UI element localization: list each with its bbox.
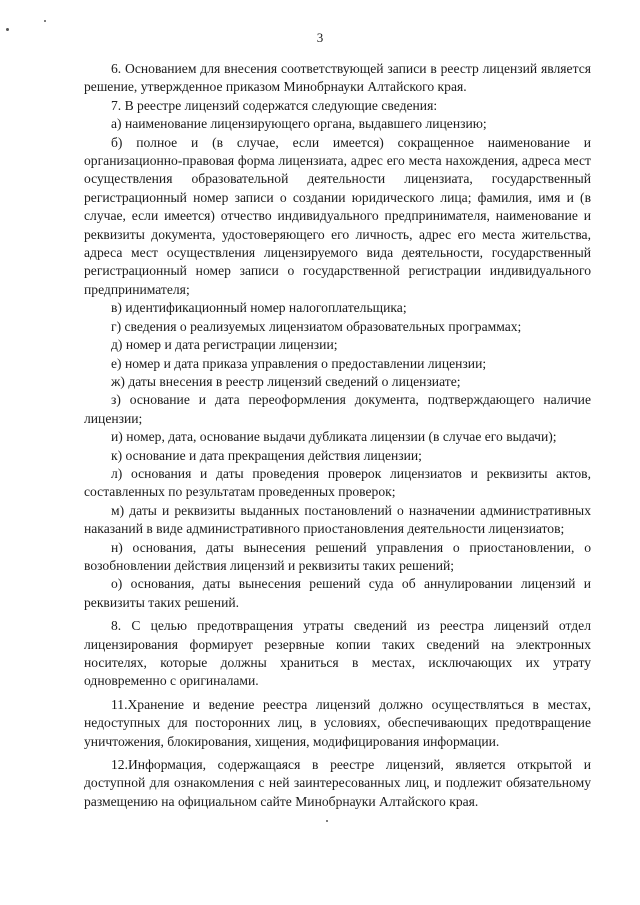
scan-speck (326, 820, 328, 822)
list-item-m: м) даты и реквизиты выданных постановлений о назначении административных наказаний в виде административного приостановления деятельности лицензиатов; (84, 502, 591, 537)
list-item-a: а) наименование лицензирующего органа, выдавшего лицензию; (111, 116, 487, 132)
document-body (84, 60, 591, 811)
list-item-l: л) основания и даты проведения проверок лицензиатов и реквизиты актов, составленных по результатам проведенных проверок; (84, 465, 591, 500)
list-item-d: д) номер и дата регистрации лицензии; (111, 337, 338, 353)
scan-speck (44, 20, 46, 22)
list-item-e: е) номер и дата приказа управления о предоставлении лицензии; (111, 355, 487, 371)
page-number: 3 (316, 30, 324, 45)
list-item-z: з) основание и дата переоформления документа, подтверждающего наличие лицензии; (84, 392, 591, 426)
paragraph-item-7: 7. В реестре лицензий содержатся следующие сведения: (111, 97, 438, 113)
paragraph-item-8: 8. С целью предотвращения утраты сведений из реестра лицензий отдел лицензирования формирует резервные копии таких сведений на электронных носителях, которые должны храниться в местах, исключающих их утрату одновременно с оригиналами. (84, 618, 591, 689)
paragraph-item-11: 11.Хранение и ведение реестра лицензий должно осуществляться в местах, недоступных для посторонних лиц, в условиях, обеспечивающих предотвращение уничтожения, блокирования, хищения, модифицирования информации. (84, 696, 591, 749)
list-item-n: н) основания, даты вынесения решений управления о приостановлении, о возобновлении действия лицензий и реквизиты таких решений; (84, 539, 591, 573)
paragraph-item-12: 12.Информация, содержащаяся в реестре лицензий, является открытой и доступной для ознакомления с ней заинтересованных лиц, и подлежит обязательному размещению на официальном сайте Минобрнауки Алтайского края. (84, 757, 591, 809)
list-item-i: и) номер, дата, основание выдачи дубликата лицензии (в случае его выдачи); (111, 429, 557, 445)
list-item-b: б) полное и (в случае, если имеется) сокращенное наименование и организационно-правовая форма лицензиата, адрес его места нахождения, адреса мест осуществления образовательной деятельности лицензиата, государственный регистрационный номер записи о создании юридического лица; фамилия, имя и (в случае, если имеется) отчество индивидуального предпринимателя, наименование и реквизиты документа, удостоверяющего его личность, адрес его места жительства, адреса мест осуществления лицензируемого вида деятельности, государственный регистрационный номер записи о государственной регистрации индивидуального предпринимателя; (84, 134, 591, 297)
list-item-zh: ж) даты внесения в реестр лицензий сведений о лицензиате; (111, 373, 461, 389)
list-item-o: о) основания, даты вынесения решений суда об аннулировании лицензий и реквизиты таких решений. (84, 576, 591, 610)
paragraph-item-6: 6. Основанием для внесения соответствующей записи в реестр лицензий является решение, утвержденное приказом Минобрнауки Алтайского края. (84, 61, 591, 95)
list-item-v: в) идентификационный номер налогоплательщика; (111, 300, 407, 316)
list-item-g: г) сведения о реализуемых лицензиатом образовательных программах; (111, 318, 522, 334)
list-item-k: к) основание и дата прекращения действия лицензии; (111, 447, 422, 463)
